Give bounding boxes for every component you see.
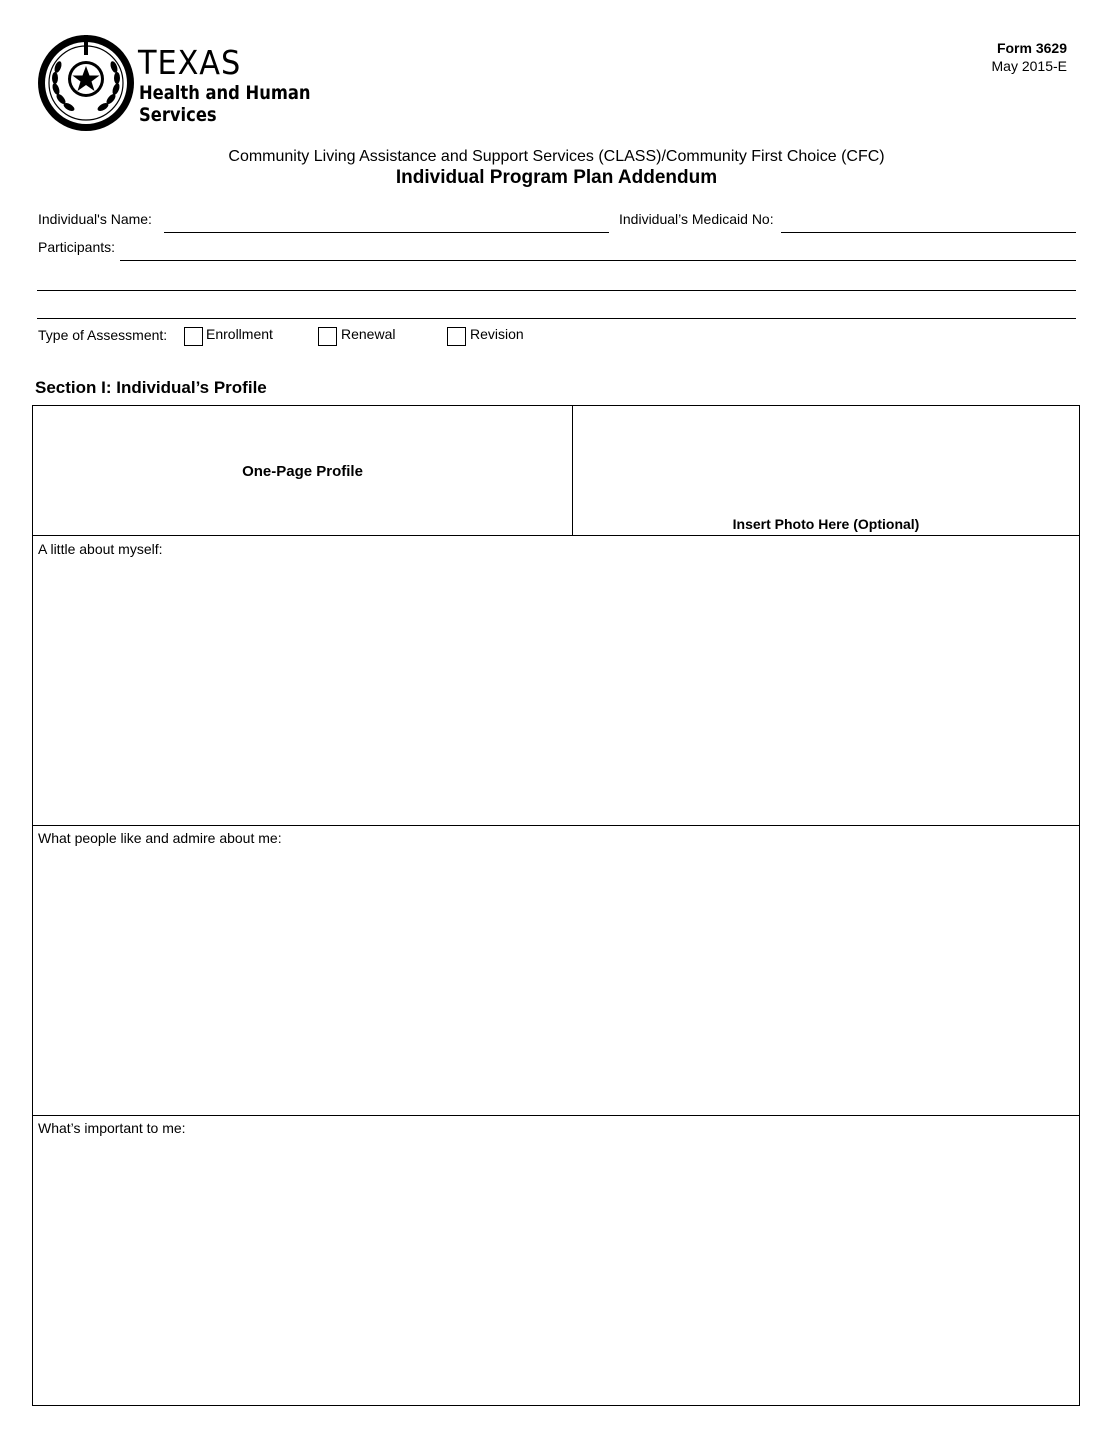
- renewal-checkbox[interactable]: [318, 327, 337, 346]
- assessment-type-label: Type of Assessment:: [38, 327, 168, 343]
- participants-field-line-2[interactable]: [37, 290, 1076, 291]
- brand-health-and-human: Health and Human: [139, 82, 311, 104]
- page-title: Individual Program Plan Addendum: [395, 167, 718, 188]
- important-to-me-label: What’s important to me:: [38, 1120, 186, 1136]
- enrollment-label: Enrollment: [206, 326, 273, 342]
- one-page-profile-heading: One-Page Profile: [242, 463, 363, 480]
- texas-star-seal-icon: [36, 33, 136, 133]
- about-myself-label: A little about myself:: [38, 541, 163, 557]
- individual-name-field[interactable]: [164, 232, 609, 233]
- participants-field[interactable]: [120, 260, 1076, 261]
- form-subtitle: Community Living Assistance and Support Services (CLASS)/Community First Choice (CFC): [228, 148, 885, 165]
- photo-cell[interactable]: [572, 405, 1080, 536]
- individual-name-label: Individual's Name:: [38, 211, 152, 227]
- medicaid-number-label: Individual’s Medicaid No:: [619, 211, 774, 227]
- form-date: May 2015-E: [991, 58, 1067, 74]
- revision-label: Revision: [470, 326, 524, 342]
- brand-services: Services: [139, 104, 217, 126]
- form-number: Form 3629: [996, 40, 1067, 56]
- admire-about-me-cell[interactable]: [32, 825, 1080, 1116]
- admire-about-me-label: What people like and admire about me:: [38, 830, 282, 846]
- participants-field-line-3[interactable]: [37, 318, 1076, 319]
- important-to-me-cell[interactable]: [32, 1115, 1080, 1406]
- participants-label: Participants:: [38, 239, 116, 255]
- revision-checkbox[interactable]: [447, 327, 466, 346]
- section-1-title: Section I: Individual’s Profile: [35, 378, 267, 397]
- renewal-label: Renewal: [341, 326, 396, 342]
- enrollment-checkbox[interactable]: [184, 327, 203, 346]
- one-page-profile-cell: [32, 405, 573, 536]
- about-myself-cell[interactable]: [32, 535, 1080, 826]
- photo-label: Insert Photo Here (Optional): [732, 516, 920, 532]
- medicaid-number-field[interactable]: [781, 232, 1076, 233]
- form-id: [992, 39, 1067, 75]
- brand-texas: TEXAS: [138, 43, 242, 82]
